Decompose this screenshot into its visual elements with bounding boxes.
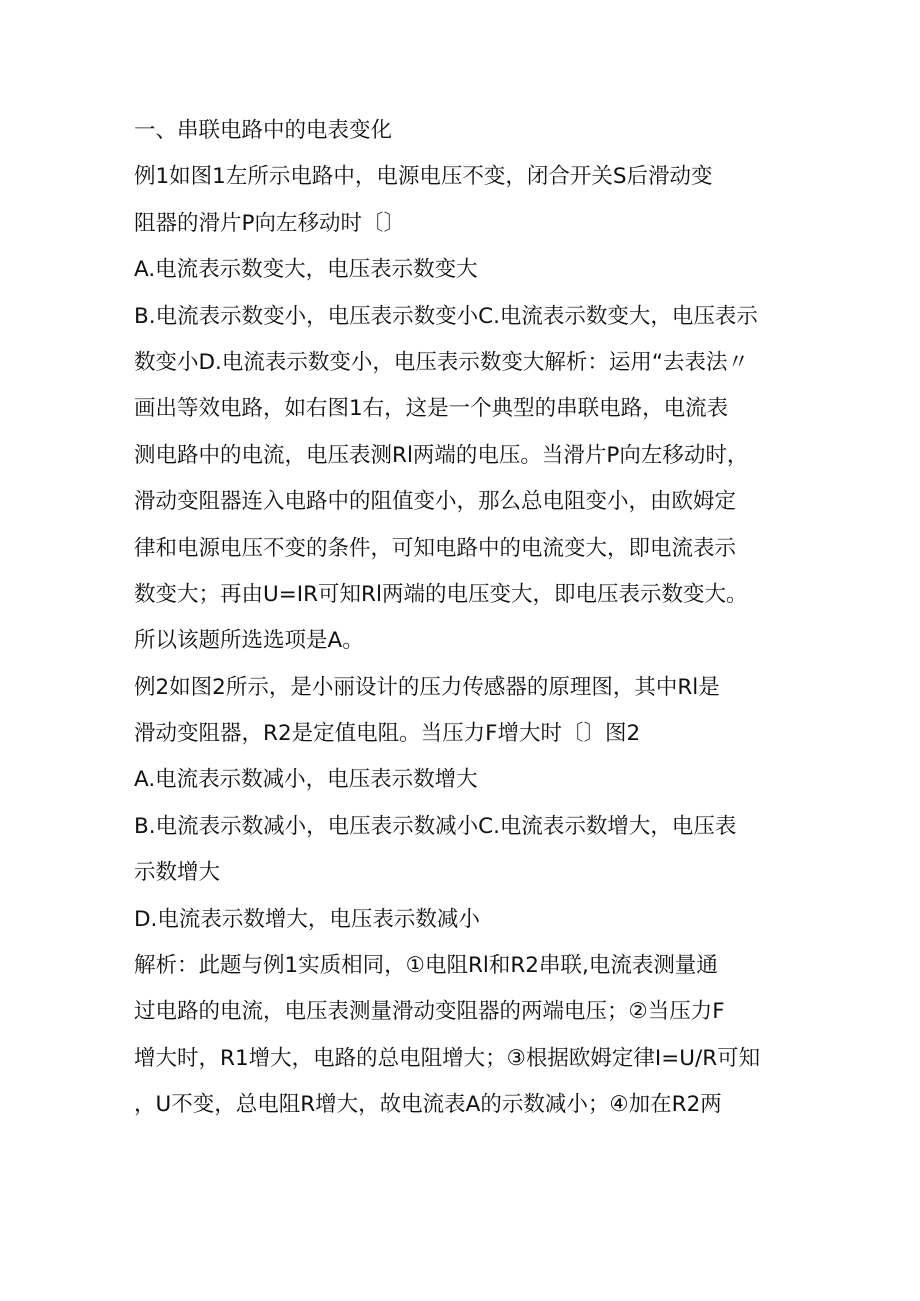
text-line: 解析：此题与例1实质相同，①电阻Rl和R2串联,电流表测量通 bbox=[134, 953, 718, 979]
text-line: 示数增大 bbox=[134, 860, 221, 886]
text-line: 测电路中的电流，电压表测Rl两端的电压。当滑片P向左移动时， bbox=[134, 442, 749, 468]
text-line: D.电流表示数增大，电压表示数减小 bbox=[134, 906, 480, 932]
text-line: 律和电源电压不变的条件，可知电路中的电流变大，即电流表示 bbox=[134, 535, 737, 561]
section-heading: 一、串联电路中的电表变化 bbox=[134, 118, 393, 143]
text-line: 例1如图1左所示电路中，电源电压不变，闭合开关S后滑动变 bbox=[134, 164, 713, 190]
text-line: 例2如图2所示，是小丽设计的压力传感器的原理图，其中Rl是 bbox=[134, 674, 720, 700]
text-line: 过电路的电流，电压表测量滑动变阻器的两端电压；②当压力F bbox=[134, 999, 725, 1025]
text-line: A.电流表示数减小，电压表示数增大 bbox=[134, 767, 478, 793]
document-body bbox=[134, 108, 794, 1129]
text-line: 所以该题所选选项是A。 bbox=[134, 628, 364, 654]
text-line: 滑动变阻器，R2是定值电阻。当压力F增大时〔〕图2 bbox=[134, 721, 641, 747]
text-line: 滑动变阻器连入电路中的阻值变小，那么总电阻变小，由欧姆定 bbox=[134, 489, 737, 515]
text-line: 阻器的滑片P向左移动时〔〕 bbox=[134, 210, 405, 236]
text-line: 数变大；再由U=IR可知Rl两端的电压变大，即电压表示数变大。 bbox=[134, 581, 748, 607]
text-line: A.电流表示数变大，电压表示数变大 bbox=[134, 257, 478, 283]
text-line: 数变小D.电流表示数变小，电压表示数变大解析：运用“去表法〃 bbox=[134, 349, 750, 375]
text-line: ，U不变，总电阻R增大，故电流表A的示数减小；④加在R2两 bbox=[134, 1092, 722, 1118]
text-line: 增大时，R1增大，电路的总电阻增大；③根据欧姆定律I=U/R可知 bbox=[134, 1045, 761, 1071]
text-line: B.电流表示数减小，电压表示数减小C.电流表示数增大，电压表 bbox=[134, 813, 737, 839]
text-line: 画出等效电路，如右图1右，这是一个典型的串联电路，电流表 bbox=[134, 396, 729, 422]
text-line: B.电流表示数变小，电压表示数变小C.电流表示数变大，电压表示 bbox=[134, 303, 758, 329]
